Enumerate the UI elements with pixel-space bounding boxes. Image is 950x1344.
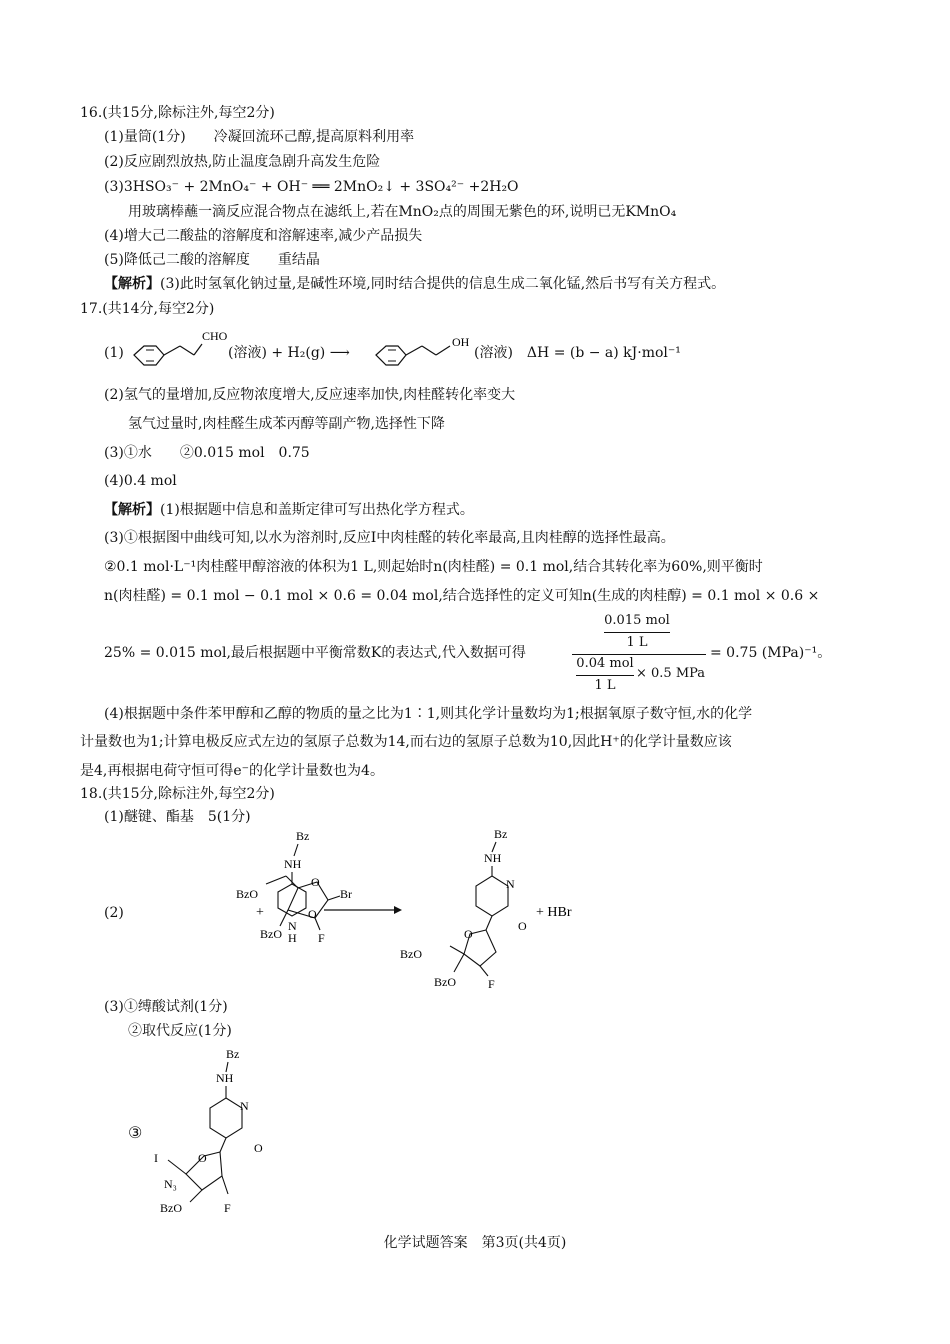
fraction-inner-bar-2 [576,675,634,676]
bz-label-product: Bz [494,827,508,841]
ring-n-product: N [506,877,515,891]
q16-analysis [104,275,725,293]
q17-answer-2: (2)氢气的量增加,反应物浓度增大,反应速率加快,肉桂醛转化率变大 [104,387,516,403]
fraction-main-bar [572,654,706,655]
analysis-text: (1)根据题中信息和盖斯定律可写出热化学方程式。 [160,502,474,518]
bzo-label-product-1: BzO [400,947,422,961]
ring-n-3: N [240,1099,249,1113]
q16-answer-1: (1)量筒(1分) 冷凝回流环己醇,提高原料利用率 [104,129,415,145]
nh-label: NH [284,857,302,871]
q16-answer-3: (3)3HSO₃⁻ + 2MnO₄⁻ + OH⁻ ══ 2MnO₂↓ + 3SO₄²⁻ +2H₂O [104,179,519,195]
page-footer: 化学试题答案 第3页(共4页) [383,1235,567,1251]
hbr-label: + HBr [536,905,572,920]
q17-answer-1-prefix: (1) [104,345,124,361]
q17-analysis-4: n(肉桂醛) = 0.1 mol − 0.1 mol × 0.6 = 0.04 mol,结合选择性的定义可知n(生成的肉桂醇) = 0.1 mol × 0.6 × [104,588,820,604]
q18-answer-3-3: ③ [128,1123,143,1142]
carbonyl-o-3: O [254,1141,263,1155]
bromine-label: Br [340,887,352,901]
bzo-label-3: BzO [160,1201,182,1215]
fraction-den-numerator: 0.04 mol [576,656,634,671]
iodine-label: I [154,1151,158,1165]
q18-header: 18.(共15分,除标注外,每空2分) [80,786,275,802]
q17-reaction-middle: (溶液) + H₂(g) ⟶ [228,345,350,361]
plus-sign: + [256,905,264,920]
nh-label-3: NH [216,1071,234,1085]
q17-analysis-1 [104,501,474,519]
q17-answer-4: (4)0.4 mol [104,473,177,489]
q16-header: 16.(共15分,除标注外,每空2分) [80,105,275,121]
q16-answer-2: (2)反应剧烈放热,防止温度急剧升高发生危险 [104,154,381,170]
bzo-label-2: BzO [260,927,282,941]
sugar-o-3: O [198,1151,207,1165]
q17-analysis-6: (4)根据题中条件苯甲醇和乙醇的物质的量之比为1∶1,则其化学计量数均为1;根据氧原子数守恒,水的化学 [104,706,753,722]
bzo-label-product-2: BzO [434,975,456,989]
q17-analysis-8: 是4,再根据电荷守恒可得e⁻的化学计量数也为4。 [80,763,384,779]
fraction-den-multiplier: × 0.5 MPa [636,666,706,681]
q16-answer-5: (5)降低己二酸的溶解度 重结晶 [104,252,320,268]
arrow-head [394,906,402,914]
q17-analysis-2: (3)①根据图中曲线可知,以水为溶剂时,反应Ⅰ中肉桂醛的转化率最高,且肉桂醇的选择性最高。 [104,530,675,546]
sugar-o-product: O [464,927,473,941]
oh-label: OH [452,335,470,349]
ring-oxygen: O [311,875,320,889]
q18-answer-3-1: (3)①缚酸试剂(1分) [104,999,228,1015]
q17-header: 17.(共14分,每空2分) [80,301,215,317]
q17-analysis-7: 计量数也为1;计算电极反应式左边的氢原子总数为14,而右边的氢原子总数为10,因此H⁺的化学计量数应该 [80,734,732,750]
analysis-label: 【解析】 [104,276,160,292]
q17-analysis-5: 25% = 0.015 mol,最后根据题中平衡常数K的表达式,代入数据可得 [104,645,526,661]
bzo-label-1: BzO [236,887,258,901]
fraction-den-denominator: 1 L [594,678,616,693]
q17-reaction-end: (溶液) ΔH = (b − a) kJ·mol⁻¹ [474,345,681,361]
q18-answer-3-2: ②取代反应(1分) [128,1023,232,1039]
ring-nh: N [288,919,297,933]
q16-answer-3b: 用玻璃棒蘸一滴反应混合物点在滤纸上,若在MnO₂点的周围无紫色的环,说明已无KMnO₄ [128,204,677,220]
q17-answer-3: (3)①水 ②0.015 mol 0.75 [104,445,310,461]
product-nucleoside-structure [400,827,527,991]
nh-label-product: NH [484,851,502,865]
azide-label: N₃ [164,1177,177,1191]
q16-answer-4: (4)增大己二酸盐的溶解度和溶解速率,减少产品损失 [104,228,423,244]
fraction-result: = 0.75 (MPa)⁻¹。 [710,645,832,661]
ring-h: H [288,931,297,945]
carbonyl-o-product: O [518,919,527,933]
fraction-inner-denominator: 1 L [626,635,648,650]
fraction-inner-numerator: 0.015 mol [604,613,670,628]
fluorine-label-product: F [488,977,495,991]
analysis-text: (3)此时氢氧化钠过量,是碱性环境,同时结合提供的信息生成二氧化锰,然后书写有关方程式。 [160,276,726,292]
fluorine-label-3: F [224,1201,231,1215]
q17-analysis-3: ②0.1 mol·L⁻¹肉桂醛甲醇溶液的体积为1 L,则起始时n(肉桂醛) = 0.1 mol,结合其转化率为60%,则平衡时 [104,559,763,575]
q18-reaction-scheme [120,826,620,996]
fraction-inner-bar-1 [604,632,670,633]
bz-label-3: Bz [226,1047,240,1061]
bz-label: Bz [296,829,310,843]
q17-answer-2b: 氢气过量时,肉桂醛生成苯丙醇等副产物,选择性下降 [128,416,445,432]
cho-label: CHO [202,329,228,343]
analysis-label: 【解析】 [104,502,160,518]
q18-answer-2-prefix: (2) [104,905,124,921]
phenylpropanol-structure [370,328,480,372]
fluorine-label: F [318,931,325,945]
carbonyl-o: O [308,907,317,921]
iodo-azido-nucleoside-structure [146,1044,306,1220]
cinnamaldehyde-structure [128,322,228,372]
q18-answer-1: (1)醚键、酯基 5(1分) [104,809,251,825]
